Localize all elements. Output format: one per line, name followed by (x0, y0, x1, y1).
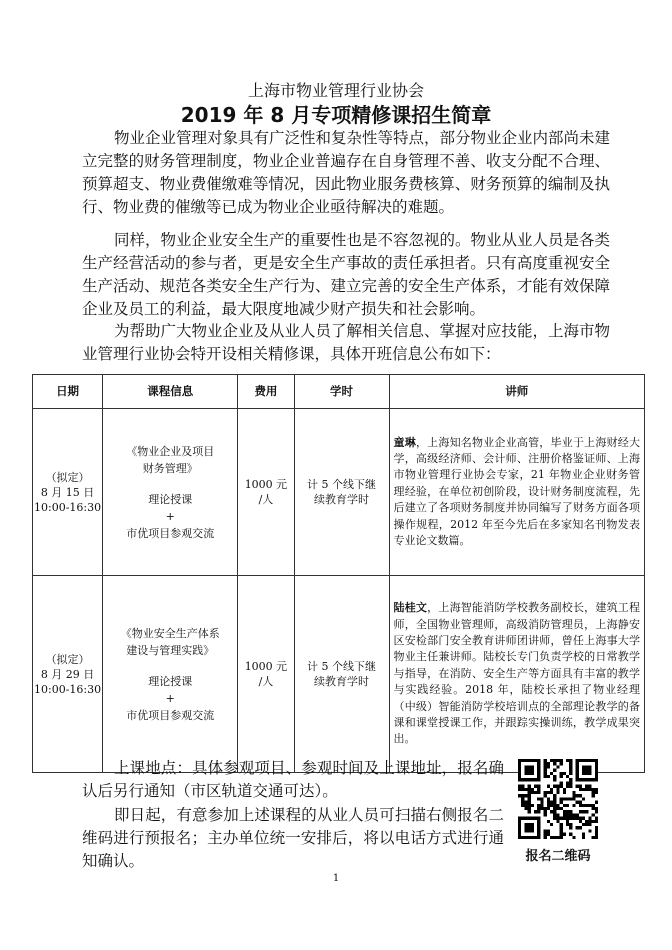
paragraph-text: 物业企业管理对象具有广泛性和复杂性等特点，部分物业企业内部尚未建立完整的财务管理制度，物业企业普遍存在自身管理不善、收支分配不合理、预算超支、物业费催缴难等情况，因此物业服务费核算、财务预算的编制及执行、物业费的催缴等已成为物业企业亟待解决的难题。 (82, 129, 611, 216)
header-lecturer: 讲师 (389, 375, 645, 409)
course-mode-1: 理论授课 (148, 674, 193, 688)
page-number: 1 (332, 873, 340, 884)
time-value: 10:00-16:30 (34, 500, 102, 514)
date-cell (33, 576, 103, 773)
paragraph-text: 上课地点：具体参观项目、参观时间及上课地址，报名确认后另行通知（市区轨道交通可达）。 (82, 759, 504, 800)
course-info-cell (103, 576, 238, 773)
date-note: （拟定） (45, 470, 90, 484)
fee-unit: /人 (258, 493, 274, 506)
hours-line-2: 续教育学时 (314, 675, 370, 688)
course-info-cell (103, 409, 238, 576)
course-mode-plus: + (165, 691, 175, 705)
document-title: 2019 年 8 月专项精修课招生简章 (180, 103, 492, 127)
intro-paragraph-3 (82, 320, 610, 366)
date-value: 8 月 29 日 (40, 667, 95, 681)
lecturer-cell (389, 409, 645, 576)
course-mode-plus: + (165, 509, 175, 523)
hours-line-1: 计 5 个线下继 (307, 660, 377, 673)
date-cell (33, 409, 103, 576)
hours-cell (294, 409, 389, 576)
lecturer-bio: ，上海智能消防学校教务副校长，建筑工程师，全国物业管理师，高级消防管理员，上海静安区安检部门安全教育讲师团讲师，曾任上海事大学物业主任兼讲师。陆校长专门负责学校的日常教学与指导，在消防、安全生产等方面具有丰富的教学与实践经验。2018 年，陆校长承担了物业经理（中级）智能消防学校培训点的全部理论教学的备课和课堂授课工作，并跟踪实操训练，教学成果突出。 (393, 601, 641, 746)
intro-paragraph-2 (82, 229, 610, 321)
qr-code-label: 报名二维码 (525, 849, 591, 864)
hours-line-2: 续教育学时 (314, 493, 370, 506)
date-note: （拟定） (45, 652, 90, 666)
table-row (33, 576, 645, 773)
fee-unit: /人 (258, 675, 274, 688)
course-mode-2: 市优项目参观交流 (126, 526, 215, 540)
location-paragraph (82, 757, 504, 803)
course-mode-1: 理论授课 (148, 492, 193, 506)
fee-amount: 1000 元 (244, 660, 288, 673)
date-value: 8 月 15 日 (40, 485, 95, 499)
hours-cell (294, 576, 389, 773)
time-value: 10:00-16:30 (34, 682, 102, 696)
course-title-line-2: 财务管理》 (142, 461, 198, 475)
header-fee: 费用 (238, 375, 294, 409)
hours-line-1: 计 5 个线下继 (307, 478, 377, 491)
fee-amount: 1000 元 (244, 478, 288, 491)
registration-qr-code[interactable] (518, 759, 598, 839)
paragraph-text: 为帮助广大物业企业及从业人员了解相关信息、掌握对应技能，上海市物业管理行业协会特开设相关精修课，具体开班信息公布如下： (82, 322, 611, 363)
lecturer-name: 陆桂文 (393, 601, 428, 615)
paragraph-text: 即日起，有意参加上述课程的从业人员可扫描右侧报名二维码进行预报名；主办单位统一安排后，将以电话方式进行通知确认。 (82, 806, 504, 870)
lecturer-bio: ，上海知名物业企业高管，毕业于上海财经大学，高级经济师、会计师、注册价格鉴证师、上海市物业管理行业协会专家，21 年物业企业财务管理经验，在单位初创阶段，设计财务制度流程，先后建立了各项财务制度并协同编写了财务方面各项操作规程，2012 年至今先后在多家知名刊物发表专业论文数篇。 (393, 435, 641, 548)
registration-paragraph (82, 804, 504, 873)
course-table (32, 374, 645, 773)
fee-cell (238, 576, 294, 773)
lecturer-cell (389, 576, 645, 773)
fee-cell (238, 409, 294, 576)
header-date: 日期 (33, 375, 103, 409)
organization-name: 上海市物业管理行业协会 (247, 81, 424, 100)
course-title-line-2: 建设与管理实践》 (126, 643, 215, 657)
lecturer-name: 童琳 (393, 435, 416, 449)
header-course-info: 课程信息 (103, 375, 238, 409)
course-title-line-1: 《物业安全生产体系 (120, 626, 220, 640)
intro-paragraph-1 (82, 127, 610, 219)
table-header-row (33, 375, 645, 409)
course-mode-2: 市优项目参观交流 (126, 708, 215, 722)
course-title-line-1: 《物业企业及项目 (126, 444, 215, 458)
header-hours: 学时 (294, 375, 389, 409)
paragraph-text: 同样，物业企业安全生产的重要性也是不容忽视的。物业从业人员是各类生产经营活动的参与者，更是安全生产事故的责任承担者。只有高度重视安全生产活动、规范各类安全生产行为、建立完善的安全生产体系，才能有效保障企业及员工的利益，最大限度地减少财产损失和社会影响。 (82, 231, 611, 318)
table-row (33, 409, 645, 576)
